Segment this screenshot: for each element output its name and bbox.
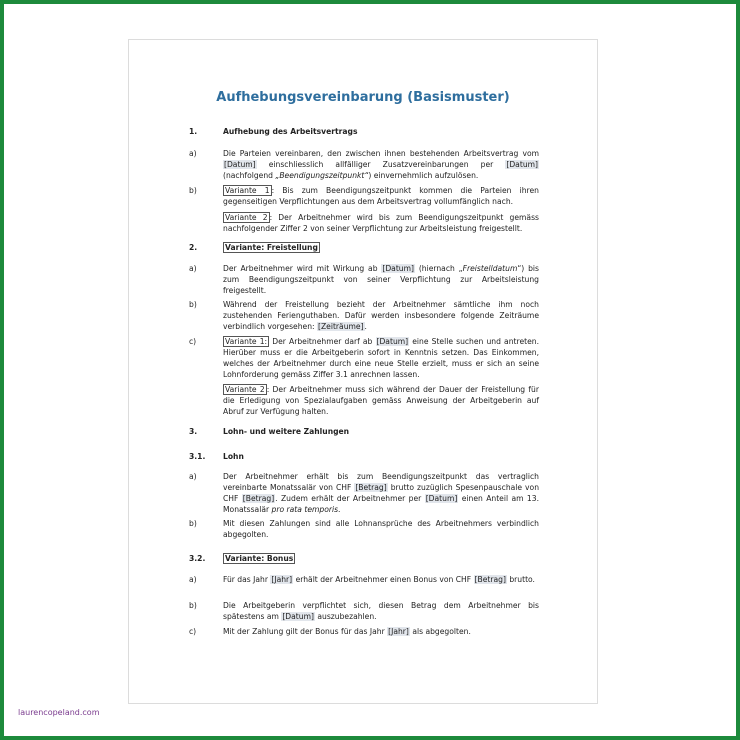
watermark-text: laurencopeland.com — [18, 708, 100, 717]
placeholder: [Zeiträume] — [318, 321, 364, 331]
placeholder: [Betrag] — [355, 482, 387, 492]
section-title: Aufhebung des Arbeitsvertrags — [223, 127, 358, 136]
section-title: Variante: Freistellung — [225, 243, 318, 252]
clause-label: a) — [189, 472, 197, 481]
placeholder: [Jahr] — [271, 575, 293, 584]
clause-text: Variante 1: Der Arbeitnehmer darf ab [Datum] eine Stelle suchen und antreten. Hierüber muss er die Arbeitgeberin sofort in Kenntnis setzen. Das Einkommen, welches der Arbeitnehmer durch eine neue Stelle erzielt, muss er sich an seine Lohnforderung gemäss Ziffer 3.1 anrechnen lassen. — [223, 337, 539, 379]
clause-text: Die Parteien vereinbaren, den zwischen ihnen bestehenden Arbeitsvertrag vom [Datum] einschliesslich allfälliger Zusatzvereinbarungen per [Datum] (nachfolgend „Beendigungszeitpunkt“) einvernehmlich aufzulösen. — [223, 149, 539, 180]
clause-text: Mit diesen Zahlungen sind alle Lohnansprüche des Arbeitnehmers verbindlich abgegolten. — [223, 519, 539, 539]
clause-label: a) — [189, 149, 197, 158]
placeholder: [Datum] — [425, 493, 458, 503]
section-number: 3.2. — [189, 554, 206, 563]
section-number: 1. — [189, 127, 198, 136]
clause-text: Mit der Zahlung gilt der Bonus für das Jahr [Jahr] als abgegolten. — [223, 627, 471, 636]
clause-text: Variante 1 : Bis zum Beendigungszeitpunkt kommen die Parteien ihren gegenseitigen Verpflichtungen aus dem Arbeitsvertrag vollumfänglich nach. — [223, 186, 539, 206]
clause-text: Für das Jahr [Jahr] erhält der Arbeitnehmer einen Bonus von CHF [Betrag] brutto. — [223, 575, 535, 584]
clause-label: b) — [189, 519, 197, 528]
clause-label: c) — [189, 627, 197, 636]
section-title: Lohn — [223, 452, 244, 461]
placeholder: [Datum] — [376, 337, 409, 346]
placeholder: [Datum] — [282, 611, 314, 621]
clause-label: b) — [189, 300, 197, 309]
placeholder: [Datum] — [382, 264, 414, 273]
clause-text: Der Arbeitnehmer erhält bis zum Beendigungszeitpunkt das vertraglich vereinbarte Monatssalär von CHF [Betrag] brutto zuzüglich Spesenpauschale von CHF [Betrag]. Zudem erhält der Arbeitnehmer per [Datum] einen Anteil am 13. Monatssalär pro rata temporis. — [223, 472, 540, 514]
clause-label: a) — [189, 575, 197, 584]
placeholder: [Datum] — [506, 159, 538, 169]
clause-text: Der Arbeitnehmer wird mit Wirkung ab [Datum] (hiernach „Freistelldatum“) bis zum Beendigungszeitpunkt von seiner Verpflichtung zur Arbeitsleistung freigestellt. — [223, 264, 540, 295]
clause-2c-variant-2: Variante 2 : Der Arbeitnehmer muss sich während der Dauer der Freistellung für die Erledigung von Spezialaufgaben gemäss Anweisung der Arbeitgeberin auf Abruf zur Verfügung halten. — [223, 385, 539, 416]
section-title: Variante: Bonus — [225, 554, 294, 563]
variant-tag: Variante 2 — [225, 385, 265, 394]
section-number: 3.1. — [189, 452, 206, 461]
placeholder: [Betrag] — [242, 493, 275, 503]
placeholder: [Jahr] — [388, 627, 409, 636]
section-title: Lohn- und weitere Zahlungen — [223, 427, 350, 436]
section-number: 2. — [189, 243, 198, 252]
variant-tag: Variante 1 — [225, 186, 270, 195]
clause-text: Während der Freistellung bezieht der Arbeitnehmer sämtliche ihm noch zustehenden Ferienguthaben. Dafür werden insbesondere folgende Zeiträume verbindlich vorgesehen: [Zeiträume]. — [223, 300, 539, 331]
clause-text: Die Arbeitgeberin verpflichtet sich, diesen Betrag dem Arbeitnehmer bis spätestens am [Datum] auszubezahlen. — [223, 601, 539, 621]
clause-label: b) — [189, 601, 197, 610]
placeholder: [Betrag] — [474, 575, 506, 584]
clause-1b-variant-2: Variante 2 : Der Arbeitnehmer wird bis zum Beendigungszeitpunkt gemäss nachfolgender Ziffer 2 von seiner Verpflichtung zur Arbeitsleistung freigestellt. — [223, 213, 539, 233]
clause-label: c) — [189, 337, 197, 346]
section-number: 3. — [189, 427, 198, 436]
clause-label: a) — [189, 264, 197, 273]
placeholder: [Datum] — [224, 159, 256, 169]
clause-label: b) — [189, 186, 197, 195]
document-title: Aufhebungsvereinbarung (Basismuster) — [216, 90, 510, 105]
variant-tag: Variante 2 — [225, 213, 268, 222]
variant-tag: Variante 1: — [225, 337, 268, 346]
